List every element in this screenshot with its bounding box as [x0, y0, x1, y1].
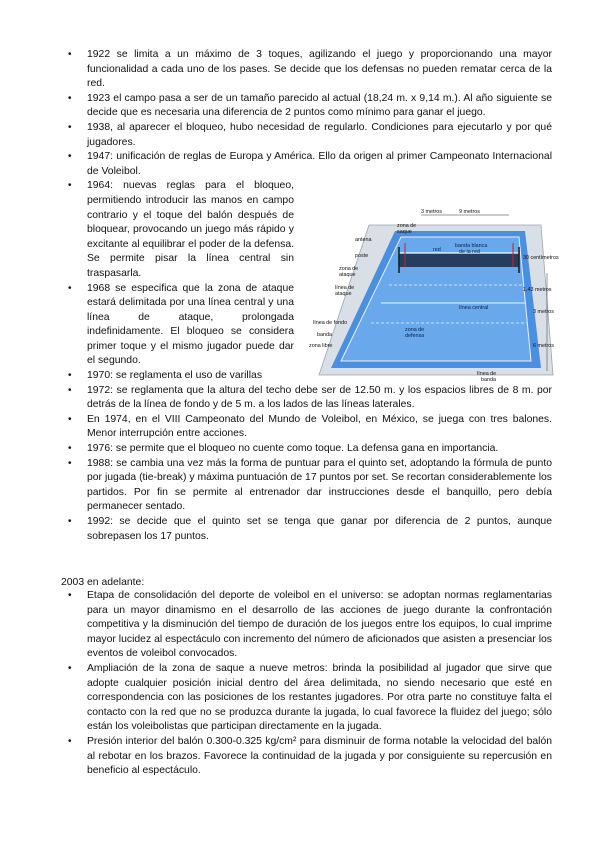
- list-item: • 1972: se reglamenta que la altura del techo debe ser de 12.50 m. y los espacios libres de 8 m. por detrás de la línea de fondo y de 5 m. a los lados de las líneas laterales.: [87, 384, 552, 413]
- list-item: • 1964: nuevas reglas para el bloqueo, permitiendo introducir las manos en campo contrario y el toque del balón después de bloquear, provocando un juego más rápido y excitante al equilibrar el poder de la defensa. Se permite pisar la línea central sin traspasarla.: [87, 179, 294, 281]
- label-net: red: [433, 247, 441, 253]
- list-item: • 1970: se reglamenta el uso de varillas: [87, 369, 294, 384]
- label-side-6m: 6 metros: [533, 343, 554, 349]
- label-serve-zone-2: saque: [397, 229, 412, 235]
- label-center-line: línea central: [459, 305, 489, 311]
- list-item: • Ampliación de la zona de saque a nueve metros: brinda la posibilidad al jugador que sirve que adopte cualquier posición inicial dentro del área delimitada, no siendo necesario que esté en correspondencia con las posiciones de los restantes jugadores. Por otra parte no constituye falta el contacto con la red que no se produzca durante la jugada, lo cual favorece la fluidez del juego; sólo están los voleibolistas que participan directamente en la jugada.: [87, 662, 552, 735]
- label-antenna: antena: [355, 237, 372, 243]
- label-top-3m: 3 metros: [421, 209, 442, 215]
- court-illustration: [309, 203, 561, 383]
- list-item: • 1968 se especifica que la zona de ataque estará delimitada por una línea central y una línea de ataque, prolongada indefinidamente. El bloqueo se considera primer toque y el mismo jugador puede dar el segundo.: [87, 282, 294, 370]
- label-end-line: línea de fondo: [313, 320, 348, 326]
- label-attack-line: línea de: [335, 285, 355, 291]
- label-net-band-2: de la red: [459, 249, 480, 255]
- label-side-line-2: banda: [481, 377, 496, 383]
- label-side-line: línea de: [477, 371, 497, 377]
- list-item: • 1988: se cambia una vez más la forma de puntuar para el quinto set, adoptando la fórmula de punto por jugada (tie-break) y máxima puntuación de 17 puntos por set. Se recortan considerablemente los partidos. Por fin se permite al entrenador dar instrucciones desde el banquillo, pero debía permanecer sentado.: [87, 457, 552, 515]
- label-band: banda: [317, 332, 332, 338]
- label-defense-zone-2: defensa: [405, 333, 425, 339]
- section-heading: 2003 en adelante:: [61, 577, 145, 588]
- label-serve-zone: zona de: [397, 223, 417, 229]
- list-item: • Etapa de consolidación del deporte de voleibol en el universo: se adoptan normas reglamentarias para un mayor dinamismo en el desarrollo de las acciones de juego durante la confrontación competitiva y la disminución del tiempo de duración de los juegos entre los equipos, lo cual imprime mayor lucidez al espectáculo con incremento del número de aficionados que asisten a presenciar los eventos de voleibol convocados.: [87, 589, 552, 662]
- label-top-9m: 9 metros: [459, 209, 480, 215]
- list-item: • En 1974, en el VIII Campeonato del Mundo de Voleibol, en México, se juega con tres balones. Menor interrupción entre acciones.: [87, 413, 552, 442]
- label-defense-zone: zona de: [405, 327, 425, 333]
- label-height-30cm: 30 centímetros: [523, 255, 559, 261]
- list-item: • 1992: se decide que el quinto set se tenga que ganar por diferencia de 2 puntos, aunque sobrepasen los 17 puntos.: [87, 515, 552, 544]
- list-item: • 1938, al aparecer el bloqueo, hubo necesidad de regularlo. Condiciones para ejecutarlo y por qué jugadores.: [87, 121, 552, 150]
- list-item: • 1923 el campo pasa a ser de un tamaño parecido al actual (18,24 m. x 9,14 m.). Al año siguiente se decide que es necesaria una diferencia de 2 puntos como mínimo para ganar el juego.: [87, 92, 552, 121]
- label-attack-line-2: ataque: [335, 291, 352, 297]
- list-item: • 1947: unificación de reglas de Europa y América. Ello da origen al primer Campeonato Internacional de Voleibol.: [87, 150, 552, 179]
- label-attack-zone: zona de: [339, 266, 359, 272]
- list-item: • 1976: se permite que el bloqueo no cuente como toque. La defensa gana en importancia.: [87, 442, 552, 457]
- net: [399, 253, 519, 267]
- label-free-zone: zona libre: [309, 343, 333, 349]
- label-attack-zone-2: ataque: [339, 272, 356, 278]
- volleyball-court-diagram: [309, 203, 561, 383]
- label-net-band: banda blanca: [455, 243, 488, 249]
- label-side-3m: 3 metros: [533, 309, 554, 315]
- section-2003-list: [87, 589, 552, 779]
- label-post: poste: [355, 253, 369, 259]
- list-item: • Presión interior del balón 0.300-0.325 kg/cm² para disminuir de forma notable la velocidad del balón al rebotar en los brazos. Favorece la continuidad de la jugada y por consiguiente su repercusión en beneficio al espectáculo.: [87, 735, 552, 779]
- list-item: • 1922 se limita a un máximo de 3 toques, agilizando el juego y proporcionando una mayor funcionalidad a cada uno de los pases. Se decide que los defensas no pueden rematar cerca de la red.: [87, 48, 552, 92]
- label-height-143: 1,43 metros: [523, 287, 552, 293]
